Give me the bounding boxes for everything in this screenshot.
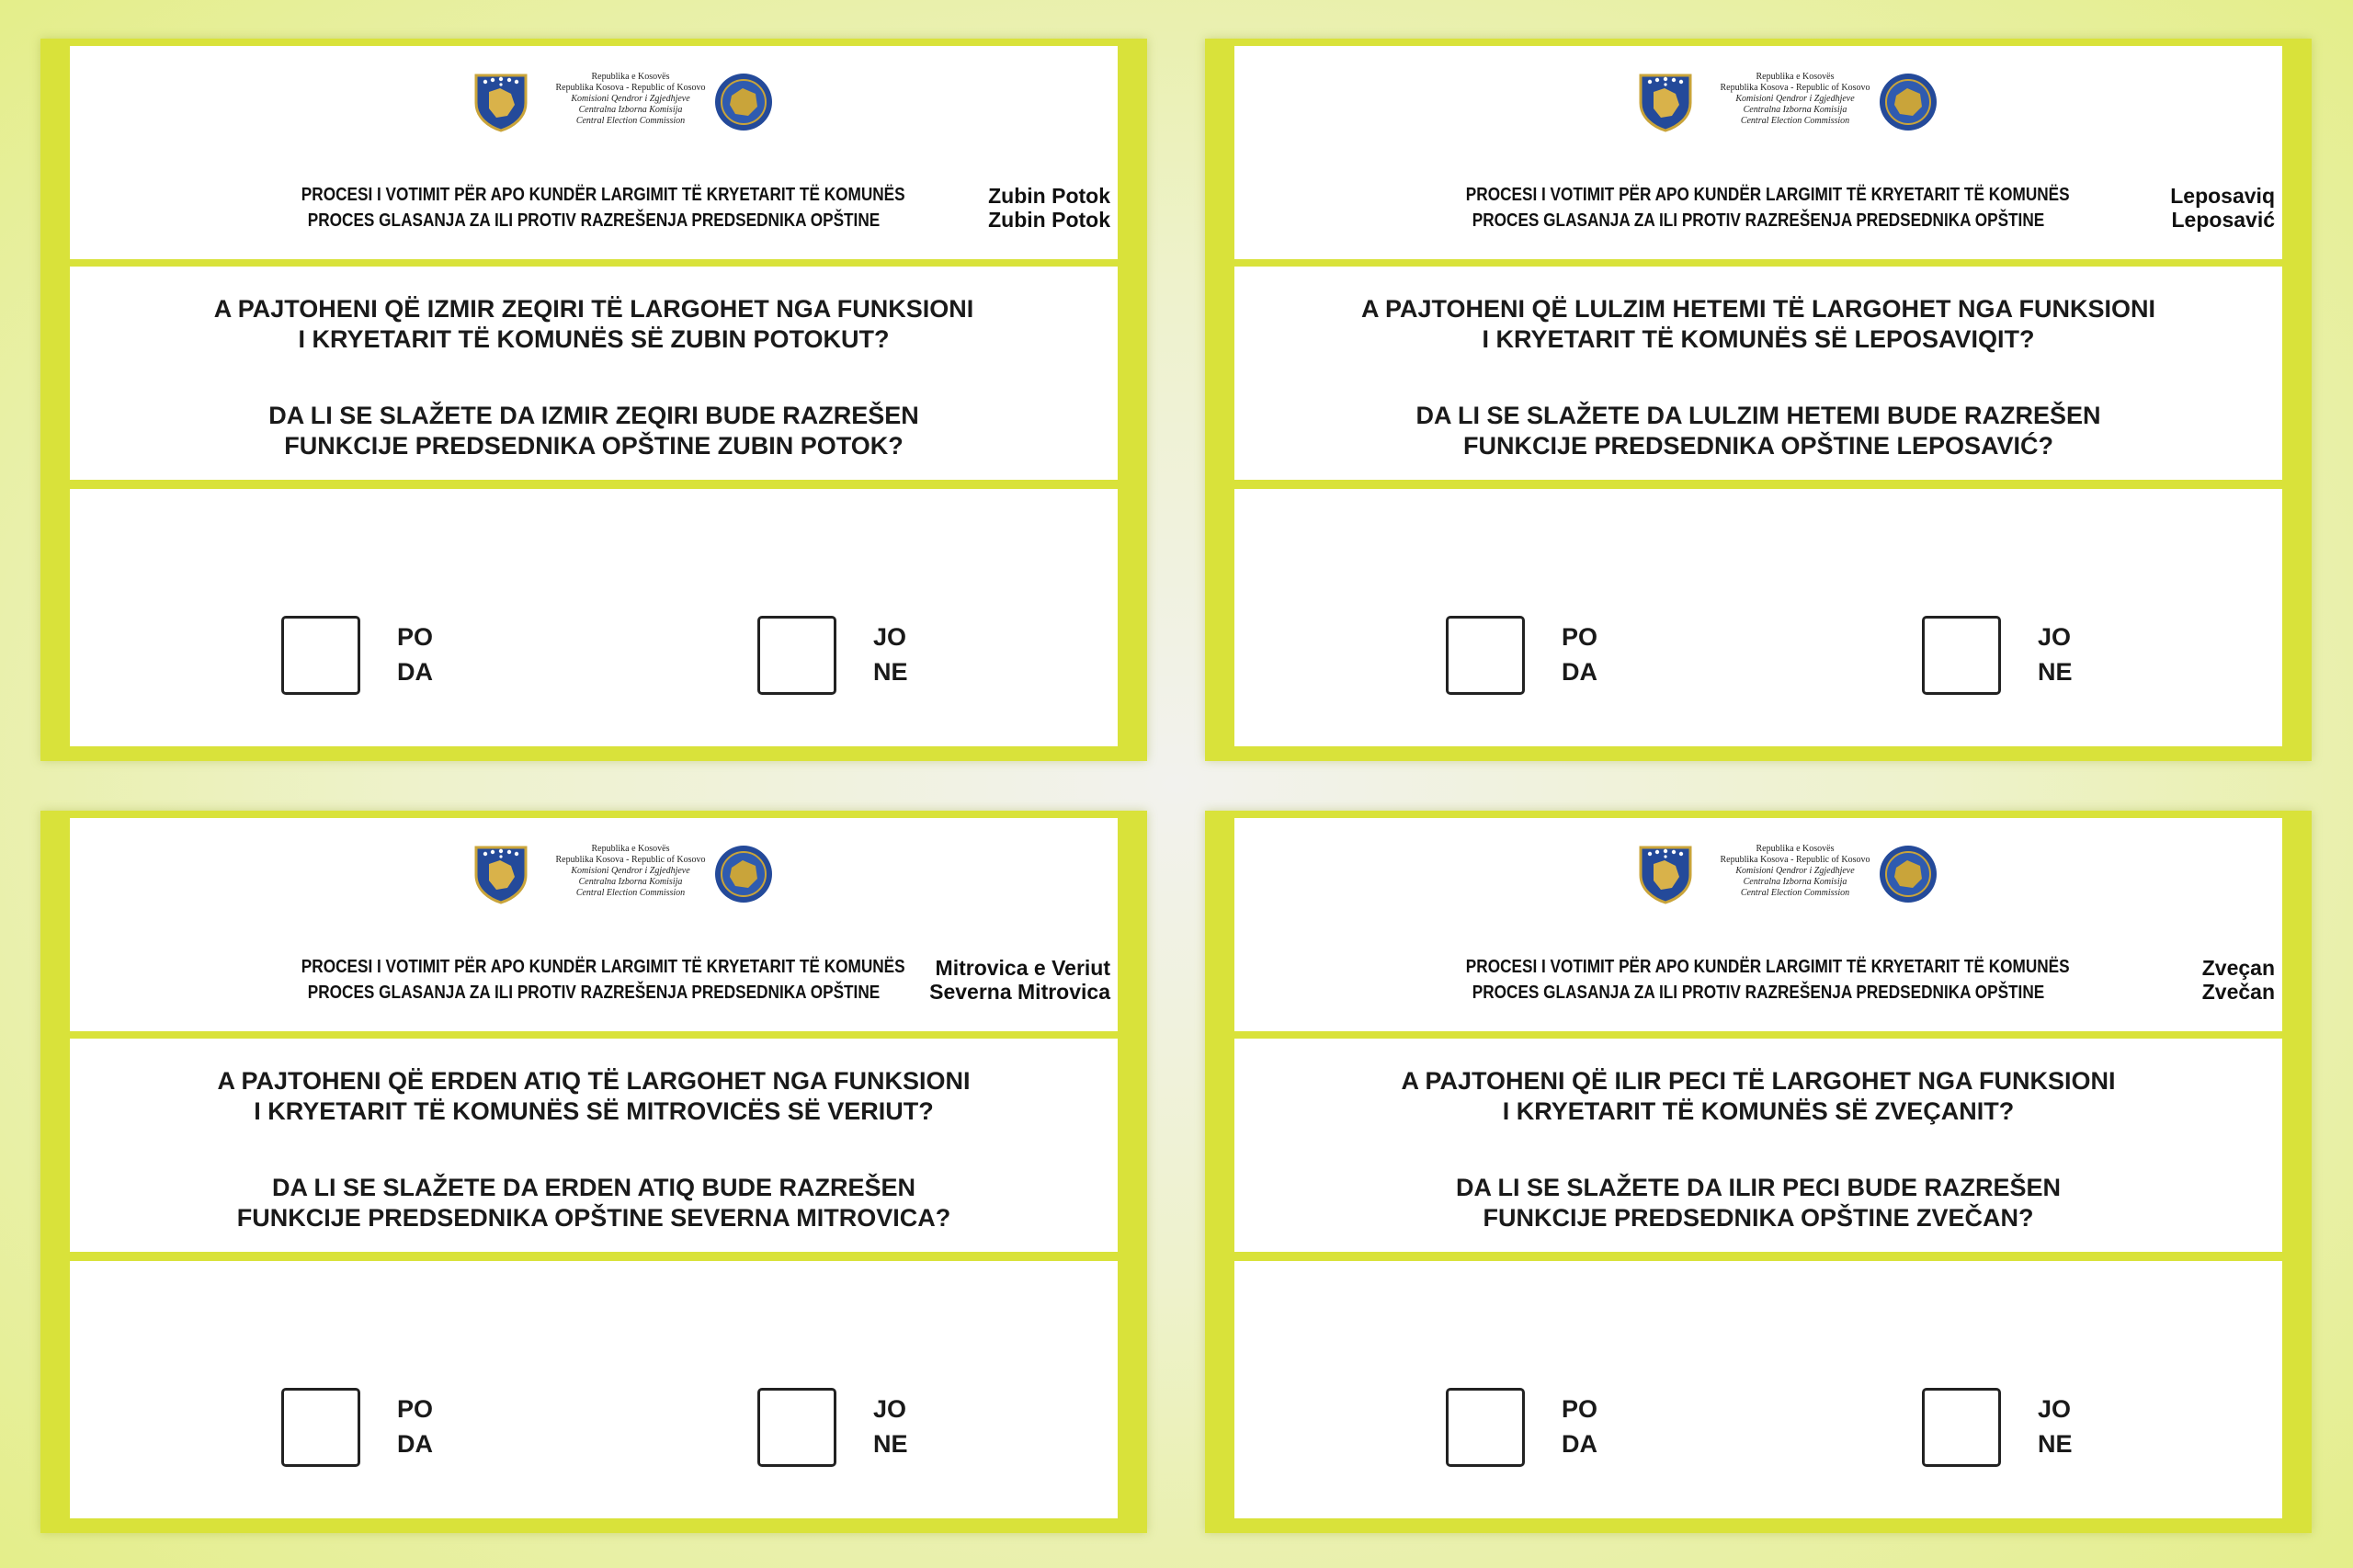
yes-label-sr: DA (1562, 658, 1597, 686)
process-title-sq: PROCESI I VOTIMIT PËR APO KUNDËR LARGIMIT TË KRYETARIT TË KOMUNËS (1465, 185, 2070, 205)
yes-label-sq: PO (1562, 1395, 1598, 1423)
no-label (2038, 619, 2073, 689)
process-title (1465, 954, 2070, 1006)
municipality-name (2170, 184, 2275, 232)
question-line: FUNKCIJE PREDSEDNIKA OPŠTINE ZVEČAN? (1483, 1204, 2034, 1232)
no-checkbox[interactable] (757, 1388, 836, 1467)
question-line: DA LI SE SLAŽETE DA IZMIR ZEQIRI BUDE RAZREŠEN (268, 402, 919, 429)
no-checkbox[interactable] (757, 616, 836, 695)
municipality-name (988, 184, 1110, 232)
municipality-sr: Zvečan (2201, 980, 2275, 1004)
central-election-commission-seal-icon (1878, 844, 1938, 904)
question-line: FUNKCIJE PREDSEDNIKA OPŠTINE ZUBIN POTOK? (284, 432, 904, 460)
process-title-sr: PROCES GLASANJA ZA ILI PROTIV RAZREŠENJA PREDSEDNIKA OPŠTINE (1472, 210, 2045, 231)
municipality-sq: Mitrovica e Veriut (935, 956, 1110, 980)
central-election-commission-seal-icon (1878, 72, 1938, 132)
ballot-question (1234, 1039, 2282, 1252)
yes-label-sr: DA (397, 1430, 433, 1458)
commission-name (520, 72, 741, 127)
process-title-sq: PROCESI I VOTIMIT PËR APO KUNDËR LARGIMIT TË KRYETARIT TË KOMUNËS (301, 185, 905, 205)
municipality-name (929, 956, 1110, 1004)
question-line: FUNKCIJE PREDSEDNIKA OPŠTINE SEVERNA MITROVICA? (236, 1204, 951, 1232)
ballot-options (1234, 489, 2282, 746)
municipality-sq: Leposaviq (2170, 184, 2275, 208)
question-line: A PAJTOHENI QË ERDEN ATIQ TË LARGOHET NGA FUNKSIONI (217, 1067, 971, 1095)
ballot-header (70, 46, 1118, 259)
cec-line: Centralna Izborna Komisija (578, 105, 683, 115)
question-albanian (1253, 1066, 2264, 1127)
question-serbian (1253, 401, 2264, 461)
cec-line: Republika Kosova - Republic of Kosovo (1720, 855, 1870, 865)
commission-name (1685, 72, 1905, 127)
process-title (1465, 182, 2070, 233)
question-serbian (1253, 1173, 2264, 1233)
no-label-sq: JO (2038, 1395, 2072, 1423)
process-title-sr: PROCES GLASANJA ZA ILI PROTIV RAZREŠENJA PREDSEDNIKA OPŠTINE (307, 983, 881, 1003)
cec-line: Central Election Commission (575, 116, 686, 126)
central-election-commission-seal-icon (713, 844, 774, 904)
question-line: DA LI SE SLAŽETE DA ILIR PECI BUDE RAZREŠEN (1455, 1174, 2062, 1201)
yes-label-sr: DA (1562, 1430, 1597, 1458)
question-line: A PAJTOHENI QË LULZIM HETEMI TË LARGOHET NGA FUNKSIONI (1360, 295, 2155, 323)
cec-line: Central Election Commission (575, 888, 686, 898)
cec-line: Republika Kosova - Republic of Kosovo (555, 855, 706, 865)
no-label (873, 619, 908, 689)
yes-checkbox[interactable] (1446, 1388, 1525, 1467)
cec-line: Centralna Izborna Komisija (1743, 877, 1847, 887)
question-line: DA LI SE SLAŽETE DA ERDEN ATIQ BUDE RAZREŠEN (271, 1174, 916, 1201)
question-albanian (88, 1066, 1099, 1127)
no-label-sr: NE (873, 1430, 908, 1458)
yes-checkbox[interactable] (1446, 616, 1525, 695)
no-label-sr: NE (2038, 1430, 2073, 1458)
question-line: A PAJTOHENI QË ILIR PECI TË LARGOHET NGA FUNKSIONI (1401, 1067, 2116, 1095)
ballot-question (1234, 267, 2282, 480)
no-checkbox[interactable] (1922, 1388, 2001, 1467)
cec-line: Komisioni Qendror i Zgjedhjeve (1735, 94, 1855, 104)
ballot-header (1234, 46, 2282, 259)
municipality-sr: Leposavić (2171, 208, 2275, 232)
municipality-sq: Zubin Potok (988, 184, 1110, 208)
cec-line: Central Election Commission (1740, 116, 1850, 126)
process-title-sq: PROCESI I VOTIMIT PËR APO KUNDËR LARGIMIT TË KRYETARIT TË KOMUNËS (1465, 957, 2070, 977)
cec-line: Komisioni Qendror i Zgjedhjeve (571, 866, 690, 876)
commission-name (1685, 844, 1905, 899)
process-title-sr: PROCES GLASANJA ZA ILI PROTIV RAZREŠENJA PREDSEDNIKA OPŠTINE (307, 210, 881, 231)
ballot-question (70, 1039, 1118, 1252)
question-line: I KRYETARIT TË KOMUNËS SË ZVEÇANIT? (1502, 1097, 2015, 1125)
no-label (2038, 1392, 2073, 1461)
ballot-header (1234, 818, 2282, 1031)
ballot-options (1234, 1261, 2282, 1518)
question-serbian (88, 401, 1099, 461)
yes-label-sq: PO (397, 1395, 434, 1423)
yes-label-sq: PO (1562, 623, 1598, 651)
central-election-commission-seal-icon (713, 72, 774, 132)
question-line: FUNKCIJE PREDSEDNIKA OPŠTINE LEPOSAVIĆ? (1462, 432, 2054, 460)
no-label-sq: JO (873, 623, 907, 651)
ballot-card (40, 39, 1147, 761)
cec-line: Republika e Kosovës (591, 72, 670, 82)
ballot-options (70, 489, 1118, 746)
ballot-options (70, 1261, 1118, 1518)
question-line: I KRYETARIT TË KOMUNËS SË MITROVICËS SË VERIUT? (254, 1097, 934, 1125)
question-line: DA LI SE SLAŽETE DA LULZIM HETEMI BUDE RAZREŠEN (1415, 402, 2101, 429)
no-label (873, 1392, 908, 1461)
yes-checkbox[interactable] (281, 616, 360, 695)
no-label-sq: JO (2038, 623, 2072, 651)
municipality-name (2202, 956, 2275, 1004)
cec-line: Republika e Kosovës (1756, 72, 1835, 82)
cec-line: Republika e Kosovës (591, 844, 670, 854)
yes-checkbox[interactable] (281, 1388, 360, 1467)
ballot-card (40, 811, 1147, 1533)
question-line: A PAJTOHENI QË IZMIR ZEQIRI TË LARGOHET NGA FUNKSIONI (213, 295, 974, 323)
municipality-sr: Severna Mitrovica (929, 980, 1110, 1004)
cec-line: Republika Kosova - Republic of Kosovo (555, 83, 706, 93)
yes-label (397, 619, 433, 689)
no-checkbox[interactable] (1922, 616, 2001, 695)
commission-name (520, 844, 741, 899)
question-serbian (88, 1173, 1099, 1233)
process-title (301, 954, 905, 1006)
ballot-header (70, 818, 1118, 1031)
question-line: I KRYETARIT TË KOMUNËS SË LEPOSAVIQIT? (1482, 325, 2035, 353)
no-label-sq: JO (873, 1395, 907, 1423)
process-title (301, 182, 905, 233)
question-albanian (1253, 294, 2264, 355)
no-label-sr: NE (873, 658, 908, 686)
ballot-question (70, 267, 1118, 480)
ballot-card (1205, 811, 2312, 1533)
no-label-sr: NE (2038, 658, 2073, 686)
cec-line: Komisioni Qendror i Zgjedhjeve (1735, 866, 1855, 876)
yes-label-sr: DA (397, 658, 433, 686)
yes-label (397, 1392, 433, 1461)
question-line: I KRYETARIT TË KOMUNËS SË ZUBIN POTOKUT? (298, 325, 890, 353)
cec-line: Centralna Izborna Komisija (1743, 105, 1847, 115)
municipality-sr: Zubin Potok (988, 208, 1110, 232)
process-title-sq: PROCESI I VOTIMIT PËR APO KUNDËR LARGIMIT TË KRYETARIT TË KOMUNËS (301, 957, 905, 977)
cec-line: Central Election Commission (1740, 888, 1850, 898)
cec-line: Republika Kosova - Republic of Kosovo (1720, 83, 1870, 93)
yes-label (1562, 1392, 1597, 1461)
municipality-sq: Zveçan (2201, 956, 2275, 980)
cec-line: Centralna Izborna Komisija (578, 877, 683, 887)
cec-line: Republika e Kosovës (1756, 844, 1835, 854)
yes-label (1562, 619, 1597, 689)
question-albanian (88, 294, 1099, 355)
yes-label-sq: PO (397, 623, 434, 651)
cec-line: Komisioni Qendror i Zgjedhjeve (571, 94, 690, 104)
process-title-sr: PROCES GLASANJA ZA ILI PROTIV RAZREŠENJA PREDSEDNIKA OPŠTINE (1472, 983, 2045, 1003)
ballot-card (1205, 39, 2312, 761)
